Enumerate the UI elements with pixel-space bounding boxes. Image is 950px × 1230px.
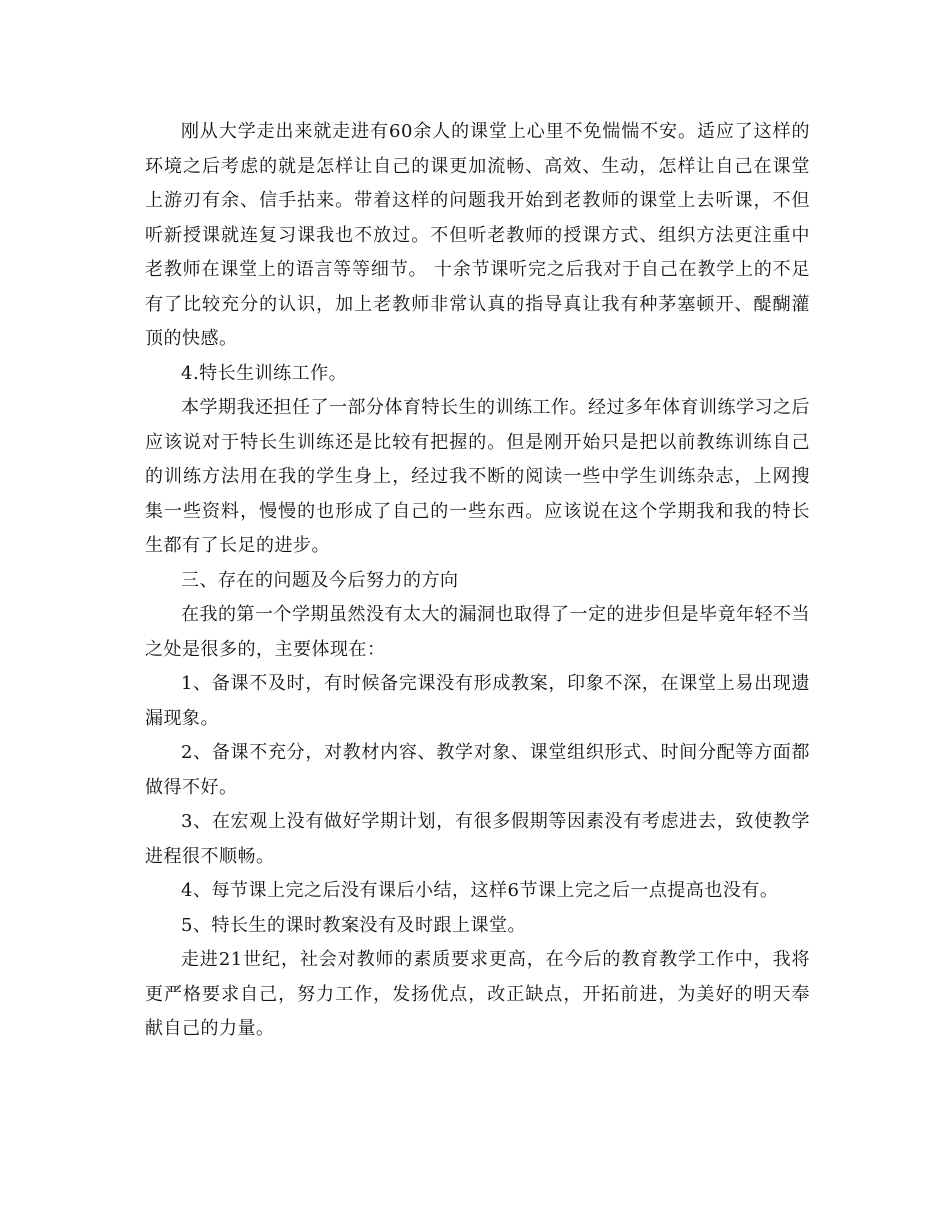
paragraph-specialty-training: 本学期我还担任了一部分体育特长生的训练工作。经过多年体育训练学习之后应该说对于特长生训练还是比较有把握的。但是刚开始只是把以前教练训练自己的训练方法用在我的学生身上，经过我不断的阅读一些中学生训练杂志，上网搜集一些资料，慢慢的也形成了自己的一些东西。应该说在这个学期我和我的特长生都有了长足的进步。 <box>145 397 810 556</box>
heading-specialty-training: 4.特长生训练工作。 <box>181 362 348 384</box>
list-item-problem-1: 1、备课不及时，有时候备完课没有形成教案，印象不深，在课堂上易出现遗漏现象。 <box>145 673 810 729</box>
heading-problems-and-directions: 三、存在的问题及今后努力的方向 <box>181 569 459 591</box>
document-page <box>145 115 810 1047</box>
paragraph-conclusion: 走进21世纪，社会对教师的素质要求更高，在今后的教育教学工作中，我将更严格要求自己，努力工作，发扬优点，改正缺点，开拓前进，为美好的明天奉献自己的力量。 <box>145 949 810 1039</box>
list-item-problem-5: 5、特长生的课时教案没有及时跟上课堂。 <box>181 914 526 936</box>
paragraph-problems-intro: 在我的第一个学期虽然没有太大的漏洞也取得了一定的进步但是毕竟年轻不当之处是很多的，主要体现在： <box>145 604 810 660</box>
list-item-problem-3: 3、在宏观上没有做好学期计划，有很多假期等因素没有考虑进去，致使教学进程很不顺畅。 <box>145 811 810 867</box>
paragraph-observing-classes: 刚从大学走出来就走进有60余人的课堂上心里不免惴惴不安。适应了这样的环境之后考虑的就是怎样让自己的课更加流畅、高效、生动，怎样让自己在课堂上游刃有余、信手拈来。带着这样的问题我开始到老教师的课堂上去听课，不但听新授课就连复习课我也不放过。不但听老教师的授课方式、组织方法更注重中老教师在课堂上的语言等等细节。 十余节课听完之后我对于自己在教学上的不足有了比较充分的认识，加上老教师非常认真的指导真让我有种茅塞顿开、醍醐灌顶的快感。 <box>145 121 810 349</box>
list-item-problem-2: 2、备课不充分，对教材内容、教学对象、课堂组织形式、时间分配等方面都做得不好。 <box>145 742 810 798</box>
list-item-problem-4: 4、每节课上完之后没有课后小结，这样6节课上完之后一点提高也没有。 <box>181 880 779 901</box>
